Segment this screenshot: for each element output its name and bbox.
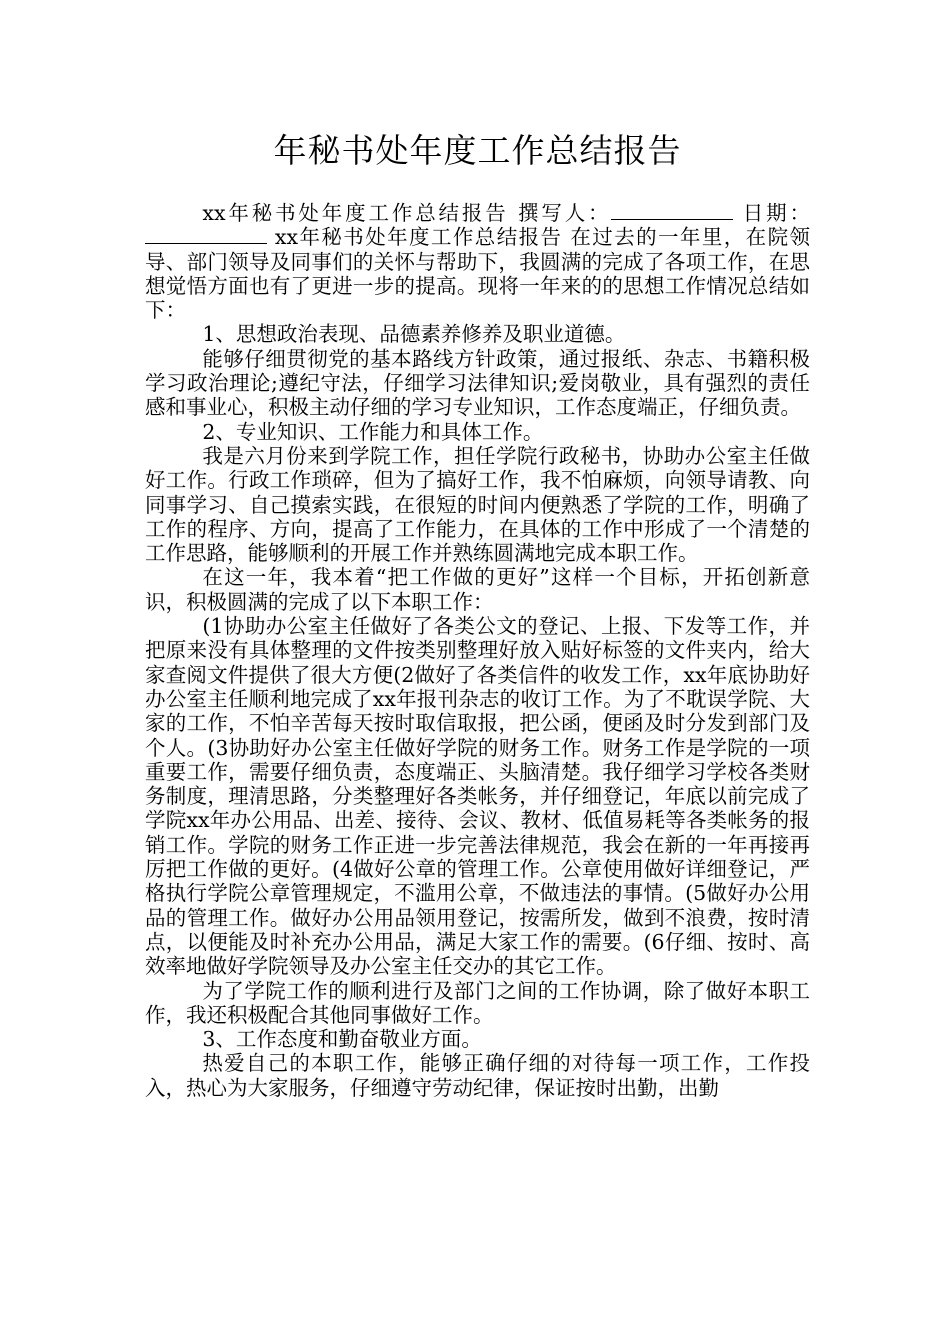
date-blank: [145, 225, 267, 244]
section-heading-3: 3、工作态度和勤奋敬业方面。: [202, 1027, 482, 1052]
section-heading-1: 1、思想政治表现、品德素养修养及职业道德。: [202, 322, 626, 347]
body-paragraph: (1协助办公室主任做好了各类公文的登记、上报、下发等工作，并把原来没有具体整理的文件按类别整理好放入贴好标签的文件夹内，给大家查阅文件提供了很大方便(2做好了各类信件的收发工作，xx年底协助好办公室主任顺利地完成了xx年报刊杂志的收订工作。为了不耽误学院、大家的工作，不怕辛苦每天按时取信取报，把公函，便函及时分发到部门及个人。(3协助好办公室主任做好学院的财务工作。财务工作是学院的一项重要工作，需要仔细负责，态度端正、头脑清楚。我仔细学习学校各类财务制度，理清思路，分类整理好各类帐务，并仔细登记，年底以前完成了学院xx年办公用品、出差、接待、会议、教材、低值易耗等各类帐务的报销工作。学院的财务工作正进一步完善法律规范，我会在新的一年再接再厉把工作做的更好。(4做好公章的管理工作。公章使用做好详细登记，严格执行学院公章管理规定，不滥用公章，不做违法的事情。(5做好办公用品的管理工作。做好办公用品领用登记，按需所发，做到不浪费，按时清点，以便能及时补充办公用品，满足大家工作的需要。(6仔细、按时、高效率地做好学院领导及办公室主任交办的其它工作。: [145, 614, 810, 979]
document-title: 年秘书处年度工作总结报告: [273, 131, 682, 170]
body-paragraph: 热爱自己的本职工作，能够正确仔细的对待每一项工作，工作投入，热心为大家服务，仔细遵守劳动纪律，保证按时出勤，出勤: [145, 1051, 810, 1100]
body-paragraph: 在这一年，我本着“把工作做的更好”这样一个目标，开拓创新意识，积极圆满的完成了以下本职工作：: [145, 565, 810, 614]
document-page: [145, 125, 810, 1100]
intro-text-1: xx年秘书处年度工作总结报告 撰写人：: [202, 201, 612, 225]
section-heading-2: 2、专业知识、工作能力和具体工作。: [202, 419, 544, 444]
body-paragraph: 能够仔细贯彻党的基本路线方针政策，通过报纸、杂志、书籍积极学习政治理论;遵纪守法，仔细学习法律知识;爱岗敬业，具有强烈的责任感和事业心，积极主动仔细的学习专业知识，工作态度端正，仔细负责。: [145, 346, 810, 420]
intro-paragraph: [145, 201, 810, 322]
body-paragraph: 为了学院工作的顺利进行及部门之间的工作协调，除了做好本职工作，我还积极配合其他同事做好工作。: [145, 978, 810, 1027]
body-paragraph: 我是六月份来到学院工作，担任学院行政秘书，协助办公室主任做好工作。行政工作琐碎，但为了搞好工作，我不怕麻烦，向领导请教、向同事学习、自己摸索实践，在很短的时间内便熟悉了学院的工作，明确了工作的程序、方向，提高了工作能力，在具体的工作中形成了一个清楚的工作思路，能够顺利的开展工作并熟练圆满地完成本职工作。: [145, 443, 810, 566]
intro-text-2: 日期：: [733, 201, 810, 225]
intro-text-3: xx年秘书处年度工作总结报告 在过去的一年里，在院领导、部门领导及同事们的关怀与帮助下，我圆满的完成了各项工作，在思想觉悟方面也有了更进一步的提高。现将一年来的的思想工作情况总结如下：: [145, 225, 810, 323]
author-blank: [611, 201, 733, 220]
